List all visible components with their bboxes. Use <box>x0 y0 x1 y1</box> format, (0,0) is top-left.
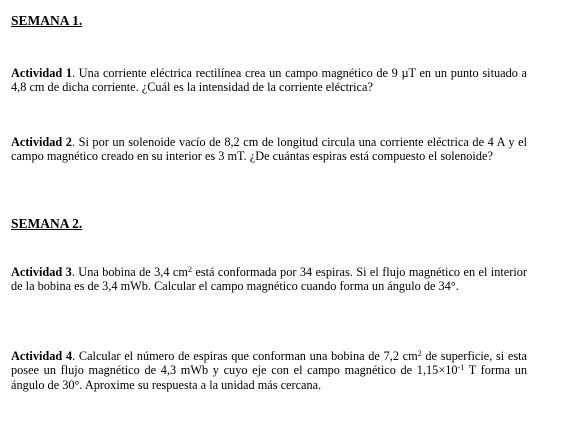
activity-2-text: . Si por un solenoide vacío de 8,2 cm de longitud circula una corriente eléctrica de 4 A y el campo magnético creado en su interior es 3 mT. ¿De cuántas espiras está compuesto el solenoide? <box>11 135 527 164</box>
week-1-heading: SEMANA 1. <box>11 13 83 28</box>
activity-1-text: . Una corriente eléctrica rectilínea crea un campo magnético de 9 µT en un punto situado a 4,8 cm de dicha corriente. ¿Cuál es la intensidad de la corriente eléctrica? <box>11 66 528 95</box>
activity-3-text-a: . Una bobina de 3,4 cm <box>71 265 188 279</box>
activity-3-paragraph <box>11 265 527 294</box>
activity-2-label: Actividad 2 <box>11 135 72 149</box>
activity-4-text-b: de superficie, si esta posee un flujo magnético de 4,3 mWb y cuyo eje con el campo magnético de 1,15×10 <box>11 349 527 378</box>
activity-4-text-a: . Calcular el número de espiras que conforman una bobina de 7,2 cm <box>72 349 418 363</box>
activity-4-superscript-exponent: -1 <box>457 363 465 373</box>
activity-2-paragraph <box>11 135 527 164</box>
activity-1-label: Actividad 1 <box>11 66 73 80</box>
activity-4-superscript-area: 2 <box>417 349 422 358</box>
activity-3-label: Actividad 3 <box>11 265 72 279</box>
activity-4-text-c: T forma un ángulo de 30°. Aproxime su respuesta a la unidad más cercana. <box>11 363 527 392</box>
activity-4-paragraph <box>11 349 527 392</box>
activity-4-label: Actividad 4 <box>11 349 73 363</box>
activity-1-paragraph <box>11 66 527 95</box>
week-2-heading: SEMANA 2. <box>11 216 83 231</box>
activity-3-text-b: está conformada por 34 espiras. Si el flujo magnético en el interior de la bobina es de 3,4 mWb. Calcular el campo magnético cuando forma un ángulo de 34°. <box>11 265 527 294</box>
activity-3-superscript: 2 <box>187 265 192 274</box>
